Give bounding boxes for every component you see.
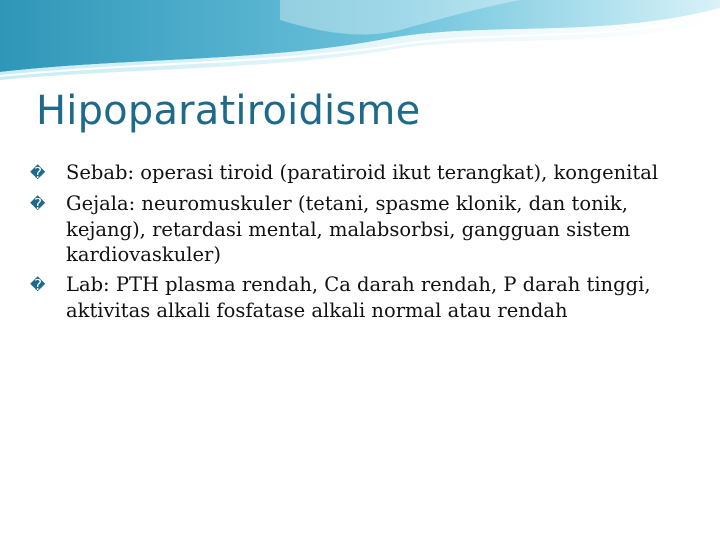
bullet-item xyxy=(30,191,680,267)
bullet-icon: � xyxy=(30,276,46,294)
bullet-text: Sebab: operasi tiroid (paratiroid ikut terangkat), kongenital xyxy=(66,161,659,184)
bullet-item xyxy=(30,272,680,323)
bullet-list xyxy=(30,160,680,328)
header-wave-decoration xyxy=(0,0,720,80)
bullet-icon: � xyxy=(30,164,46,182)
bullet-icon: � xyxy=(30,195,46,213)
bullet-item xyxy=(30,160,680,186)
slide-title: Hipoparatiroidisme xyxy=(36,88,421,134)
bullet-text: Lab: PTH plasma rendah, Ca darah rendah, P darah tinggi, aktivitas alkali fosfatase alkali normal atau rendah xyxy=(66,273,651,322)
bullet-text: Gejala: neuromuskuler (tetani, spasme klonik, dan tonik, kejang), retardasi mental, malabsorbsi, gangguan sistem kardiovaskuler) xyxy=(66,192,631,266)
